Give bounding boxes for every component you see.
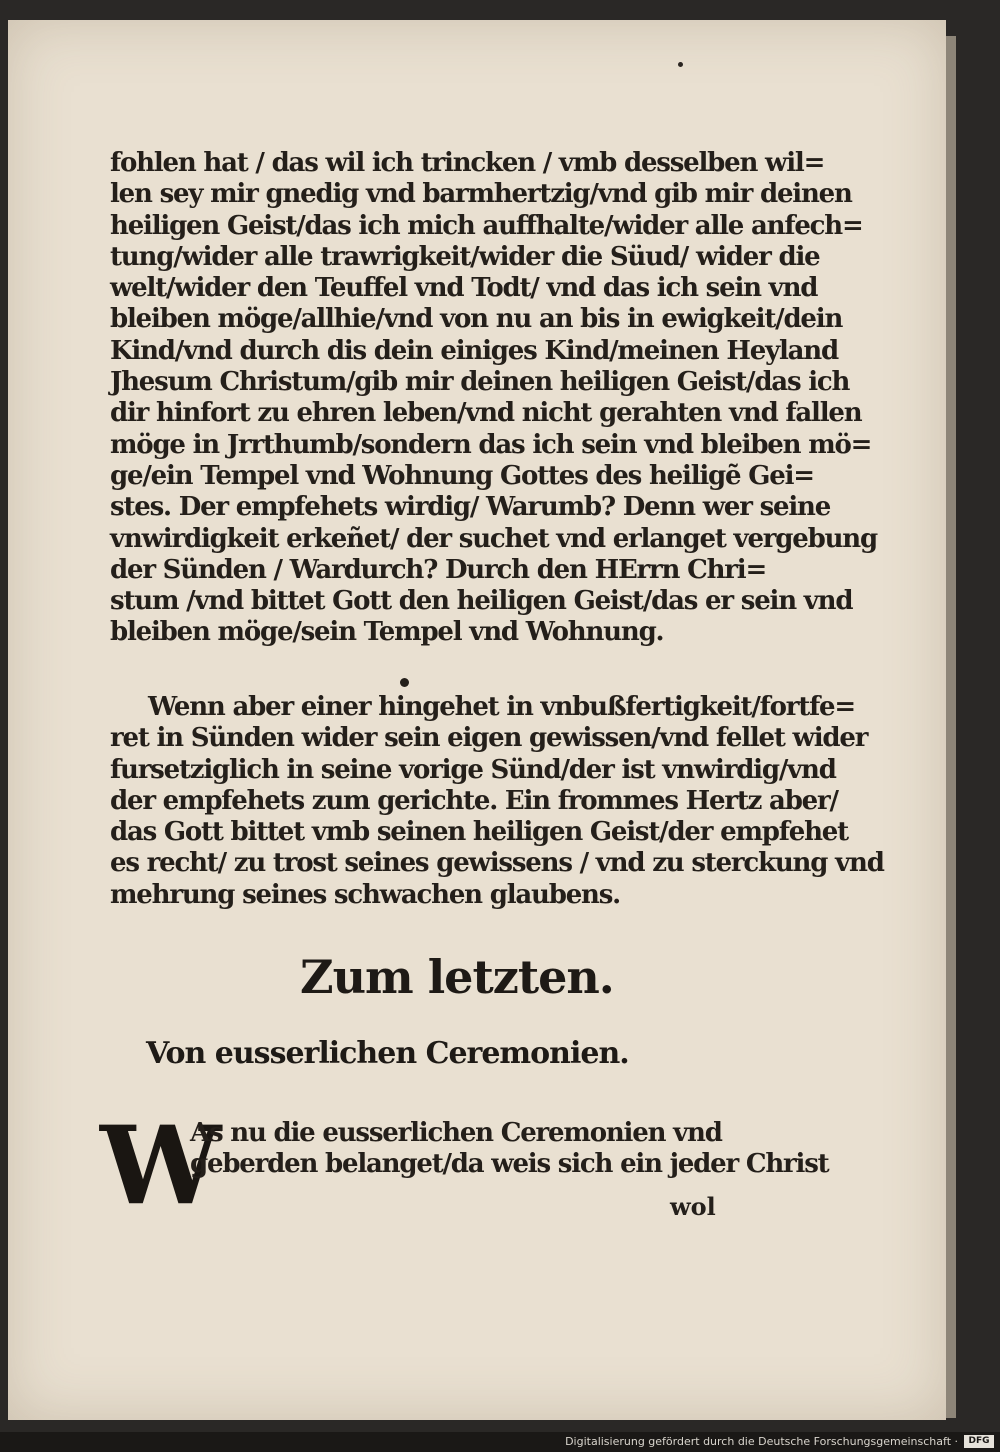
text-line: bleiben möge/sein Tempel vnd Wohnung. [110, 617, 664, 648]
text-line: heiligen Geist/das ich mich auffhalte/wider alle anfech= [110, 210, 863, 241]
decorated-initial: W [100, 1103, 222, 1229]
text-line: das Gott bittet vmb seinen heiligen Geist/der empfehet [110, 817, 848, 848]
page-edge [946, 36, 956, 1418]
paragraph-mark [400, 678, 409, 687]
text-line: der empfehets zum gerichte. Ein frommes Hertz aber/ [110, 785, 838, 816]
section-subheading: Von eusserlichen Ceremonien. [146, 1036, 629, 1071]
text-line: len sey mir gnedig vnd barmhertzig/vnd gib mir deinen [110, 179, 852, 210]
text-line: welt/wider den Teuffel vnd Todt/ vnd das ich sein vnd [110, 273, 818, 304]
text-line: ge/ein Tempel vnd Wohnung Gottes des heiligẽ Gei= [110, 460, 814, 491]
text-line: mehrung seines schwachen glaubens. [110, 879, 621, 910]
text-line: Jhesum Christum/gib mir deinen heiligen Geist/das ich [110, 367, 850, 398]
section-heading: Zum letzten. [300, 950, 614, 1004]
text-line: fohlen hat / das wil ich trincken / vmb desselben wil= [110, 148, 825, 178]
text-line: fursetziglich in seine vorige Sünd/der ist vnwirdig/vnd [110, 754, 836, 785]
text-line: dir hinfort zu ehren leben/vnd nicht gerahten vnd fallen [110, 398, 862, 429]
footer-credit: Digitalisierung gefördert durch die Deutsche Forschungsgemeinschaft · [565, 1435, 958, 1448]
text-line: vnwirdigkeit erkeñet/ der suchet vnd erlanget vergebung [110, 523, 877, 554]
text-line: geberden belanget/da weis sich ein jeder Christ [190, 1149, 829, 1180]
text-line: bleiben möge/allhie/vnd von nu an bis in ewigkeit/dein [110, 304, 843, 335]
dfg-logo: DFG [964, 1435, 994, 1448]
page-mark [678, 62, 683, 67]
paragraph-2 [110, 692, 884, 911]
text-line: tung/wider alle trawrigkeit/wider die Süud/ wider die [110, 241, 820, 272]
text-line: es recht/ zu trost seines gewissens / vnd zu sterckung vnd [110, 848, 884, 879]
text-line: Wenn aber einer hingehet in vnbußfertigkeit/fortfe= [148, 692, 855, 722]
paragraph-1 [110, 148, 877, 649]
text-line: möge in Jrrthumb/sondern das ich sein vnd bleiben mö= [110, 429, 872, 460]
catchword: wol [670, 1192, 716, 1221]
text-line: stum /vnd bittet Gott den heiligen Geist/das er sein vnd [110, 586, 853, 617]
text-line: As nu die eusserlichen Ceremonien vnd [190, 1118, 722, 1148]
text-line: ret in Sünden wider sein eigen gewissen/vnd fellet wider [110, 723, 868, 754]
text-line: Kind/vnd durch dis dein einiges Kind/meinen Heyland [110, 335, 838, 366]
text-line: der Sünden / Wardurch? Durch den HErrn Chri= [110, 554, 767, 585]
text-line: stes. Der empfehets wirdig/ Warumb? Denn wer seine [110, 492, 831, 523]
closing-paragraph [190, 1118, 829, 1181]
